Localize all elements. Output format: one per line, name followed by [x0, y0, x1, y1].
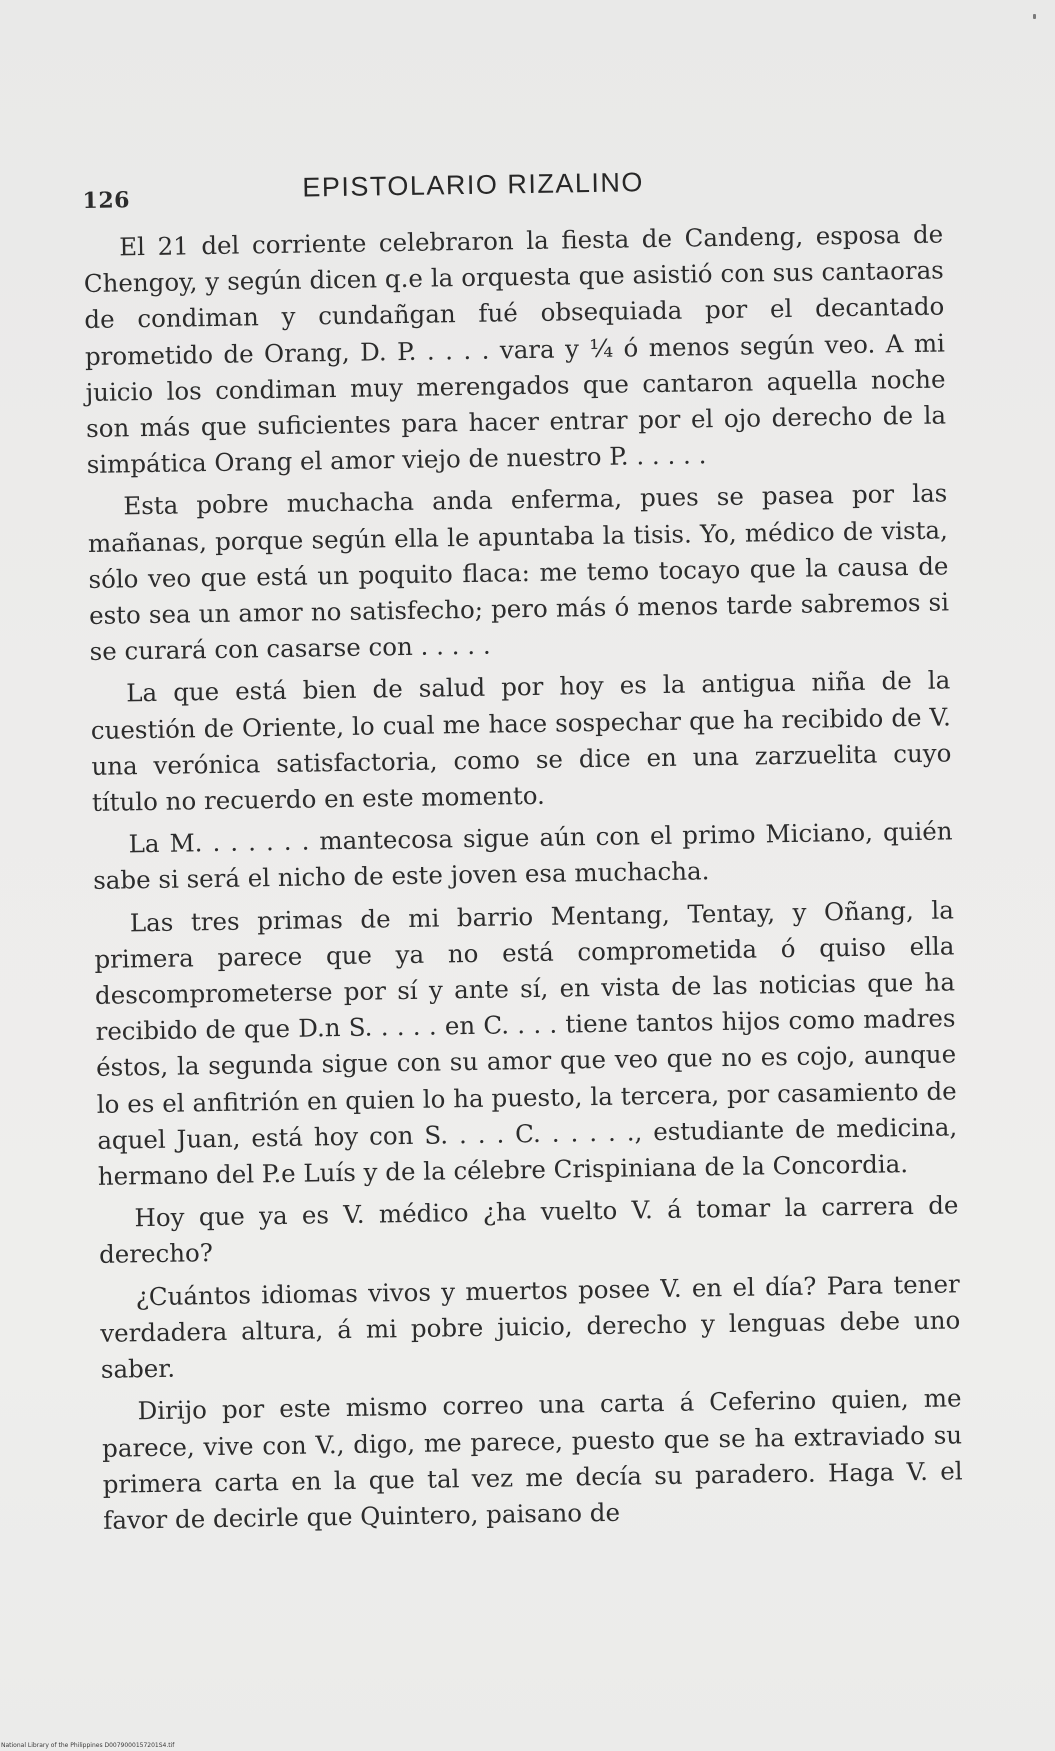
- paragraph-mantecosa: La M. . . . . . . mantecosa sigue aún con el primo Miciano, quién sabe si será el nicho de este joven esa muchacha.: [93, 816, 953, 896]
- paragraph-ceferino: Dirijo por este mismo correo una carta á Ceferino quien, me parece, vive con V., digo, me parece, puesto que se ha extraviado su primera carta en la que tal vez me decía su paradero. Haga V. el favor de decirle que Quintero, paisano de: [101, 1383, 963, 1535]
- book-page: [82, 152, 964, 1544]
- page-header: [82, 152, 943, 226]
- running-title: EPISTOLARIO RIZALINO: [302, 167, 645, 203]
- paragraph-idiomas: ¿Cuántos idiomas vivos y muertos posee V. en el día? Para tener verdadera altura, á mi pobre juicio, derecho y lenguas debe uno saber.: [100, 1269, 961, 1384]
- page-number: 126: [82, 187, 131, 214]
- paragraph-pobre-muchacha: Esta pobre muchacha anda enferma, pues se pasea por las mañanas, porque según ella le apuntaba la tisis. Yo, médico de vista, sólo veo que está un poquito flaca: me temo tocayo que la causa de esto sea un amor no satisfecho; pero más ó menos tarde sabremos si se curará con casarse con . . . . .: [87, 478, 950, 667]
- scan-credit-line: National Library of the Philippines D0079000157201S4.tif: [1, 1742, 175, 1749]
- scan-speck: [1033, 14, 1036, 19]
- paragraph-fiesta-candeng: El 21 del corriente celebraron la fiesta de Candeng, esposa de Chengoy, y según dicen q.e la orquesta que asistió con sus cantaoras de condiman y cundañgan fué obsequiada por el decantado prometido de Orang, D. P. . . . . vara y ¼ ó menos según veo. A mi juicio los condiman muy merengados que cantaron aquella noche son más que suficientes para hacer entrar por el ojo derecho de la simpática Orang el amor viejo de nuestro P. . . . . .: [83, 219, 947, 480]
- paragraph-carrera-derecho: Hoy que ya es V. médico ¿ha vuelto V. á tomar la carrera de derecho?: [98, 1190, 959, 1270]
- letter-body: [83, 216, 963, 1538]
- paragraph-tres-primas: Las tres primas de mi barrio Mentang, Tentay, y Oñang, la primera parece que ya no está comprometida ó quiso ella descomprometerse por sí y ante sí, en vista de las noticias que ha recibido de que D.n S. . . . . en C. . . . tiene tantos hijos como madres éstos, la segunda sigue con su amor que veo que no es cojo, aunque lo es el anfitrión en quien lo ha puesto, la tercera, por casamiento de aquel Juan, está hoy con S. . . . C. . . . . ., estudiante de medicina, hermano del P.e Luís y de la célebre Crispiniana de la Concordia.: [94, 895, 958, 1191]
- paragraph-antigua-nina: La que está bien de salud por hoy es la antigua niña de la cuestión de Oriente, lo cual me hace sospechar que ha recibido de V. una verónica satisfactoria, como se dice en una zarzuelita cuyo título no recuerdo en este momento.: [90, 665, 952, 817]
